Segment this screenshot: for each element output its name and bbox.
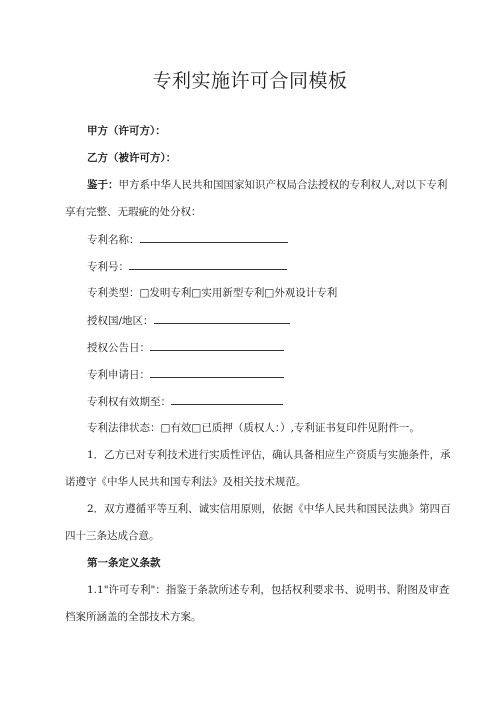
patent-name-label: 专利名称：	[87, 234, 140, 246]
clause-2-line-1: 2．双方遵循平等互利、诚实信用原则，依据《中华人民共和国民法典》第四百	[87, 503, 451, 515]
party-b-label: 乙方（被许可方）：	[87, 152, 177, 164]
document-title: 专利实施许可合同模板	[152, 70, 348, 92]
apply-date-label: 专利申请日：	[87, 369, 150, 381]
party-a-label: 甲方（许可方）：	[87, 125, 166, 137]
patent-no-row	[87, 259, 440, 274]
whereas-label: 鉴于：	[87, 179, 119, 191]
grant-date-label: 授权公告日：	[87, 342, 150, 354]
whereas-paragraph-line-1	[87, 178, 448, 192]
clause-2-line-2: 四十三条达成合意。	[65, 530, 160, 542]
patent-type-row: 专利类型：□发明专利□实用新型专利□外观设计专利	[87, 287, 338, 299]
clause-1-line-2: 诺遵守《中华人民共和国专利法》及相关技术规范。	[65, 476, 307, 488]
apply-date-row	[87, 367, 440, 382]
definition-1-1-line-2: 档案所涵盖的全部技术方案。	[65, 611, 202, 623]
patent-name-row	[87, 232, 440, 247]
valid-until-field[interactable]	[171, 394, 283, 405]
grant-date-field[interactable]	[150, 340, 284, 351]
whereas-text-1: 甲方系中华人民共和国国家知识产权局合法授权的专利权人,对以下专利	[118, 179, 448, 191]
definition-1-1-line-1: 1.1"许可专利"：指鉴于条款所述专利，包括权利要求书、说明书、附图及审查	[87, 584, 450, 596]
grant-region-field[interactable]	[154, 313, 290, 324]
patent-no-field[interactable]	[129, 259, 287, 270]
clause-1-line-1: 1．乙方已对专利技术进行实质性评估，确认具备相应生产资质与实施条件，承	[87, 449, 451, 461]
apply-date-field[interactable]	[150, 367, 284, 378]
section-1-title: 第一条定义条款	[87, 557, 161, 569]
valid-until-label: 专利权有效期至：	[87, 396, 171, 408]
legal-status-row: 专利法律状态：□有效□已质押（质权人：）,专利证书复印件见附件一。	[87, 422, 420, 434]
whereas-text-2: 享有完整、无瑕疵的处分权：	[65, 206, 202, 218]
valid-until-row	[87, 394, 440, 409]
grant-region-row	[87, 313, 440, 328]
patent-no-label: 专利号：	[87, 261, 129, 273]
patent-name-field[interactable]	[140, 232, 288, 243]
grant-region-label: 授权国/地区：	[87, 315, 154, 327]
grant-date-row	[87, 340, 440, 355]
